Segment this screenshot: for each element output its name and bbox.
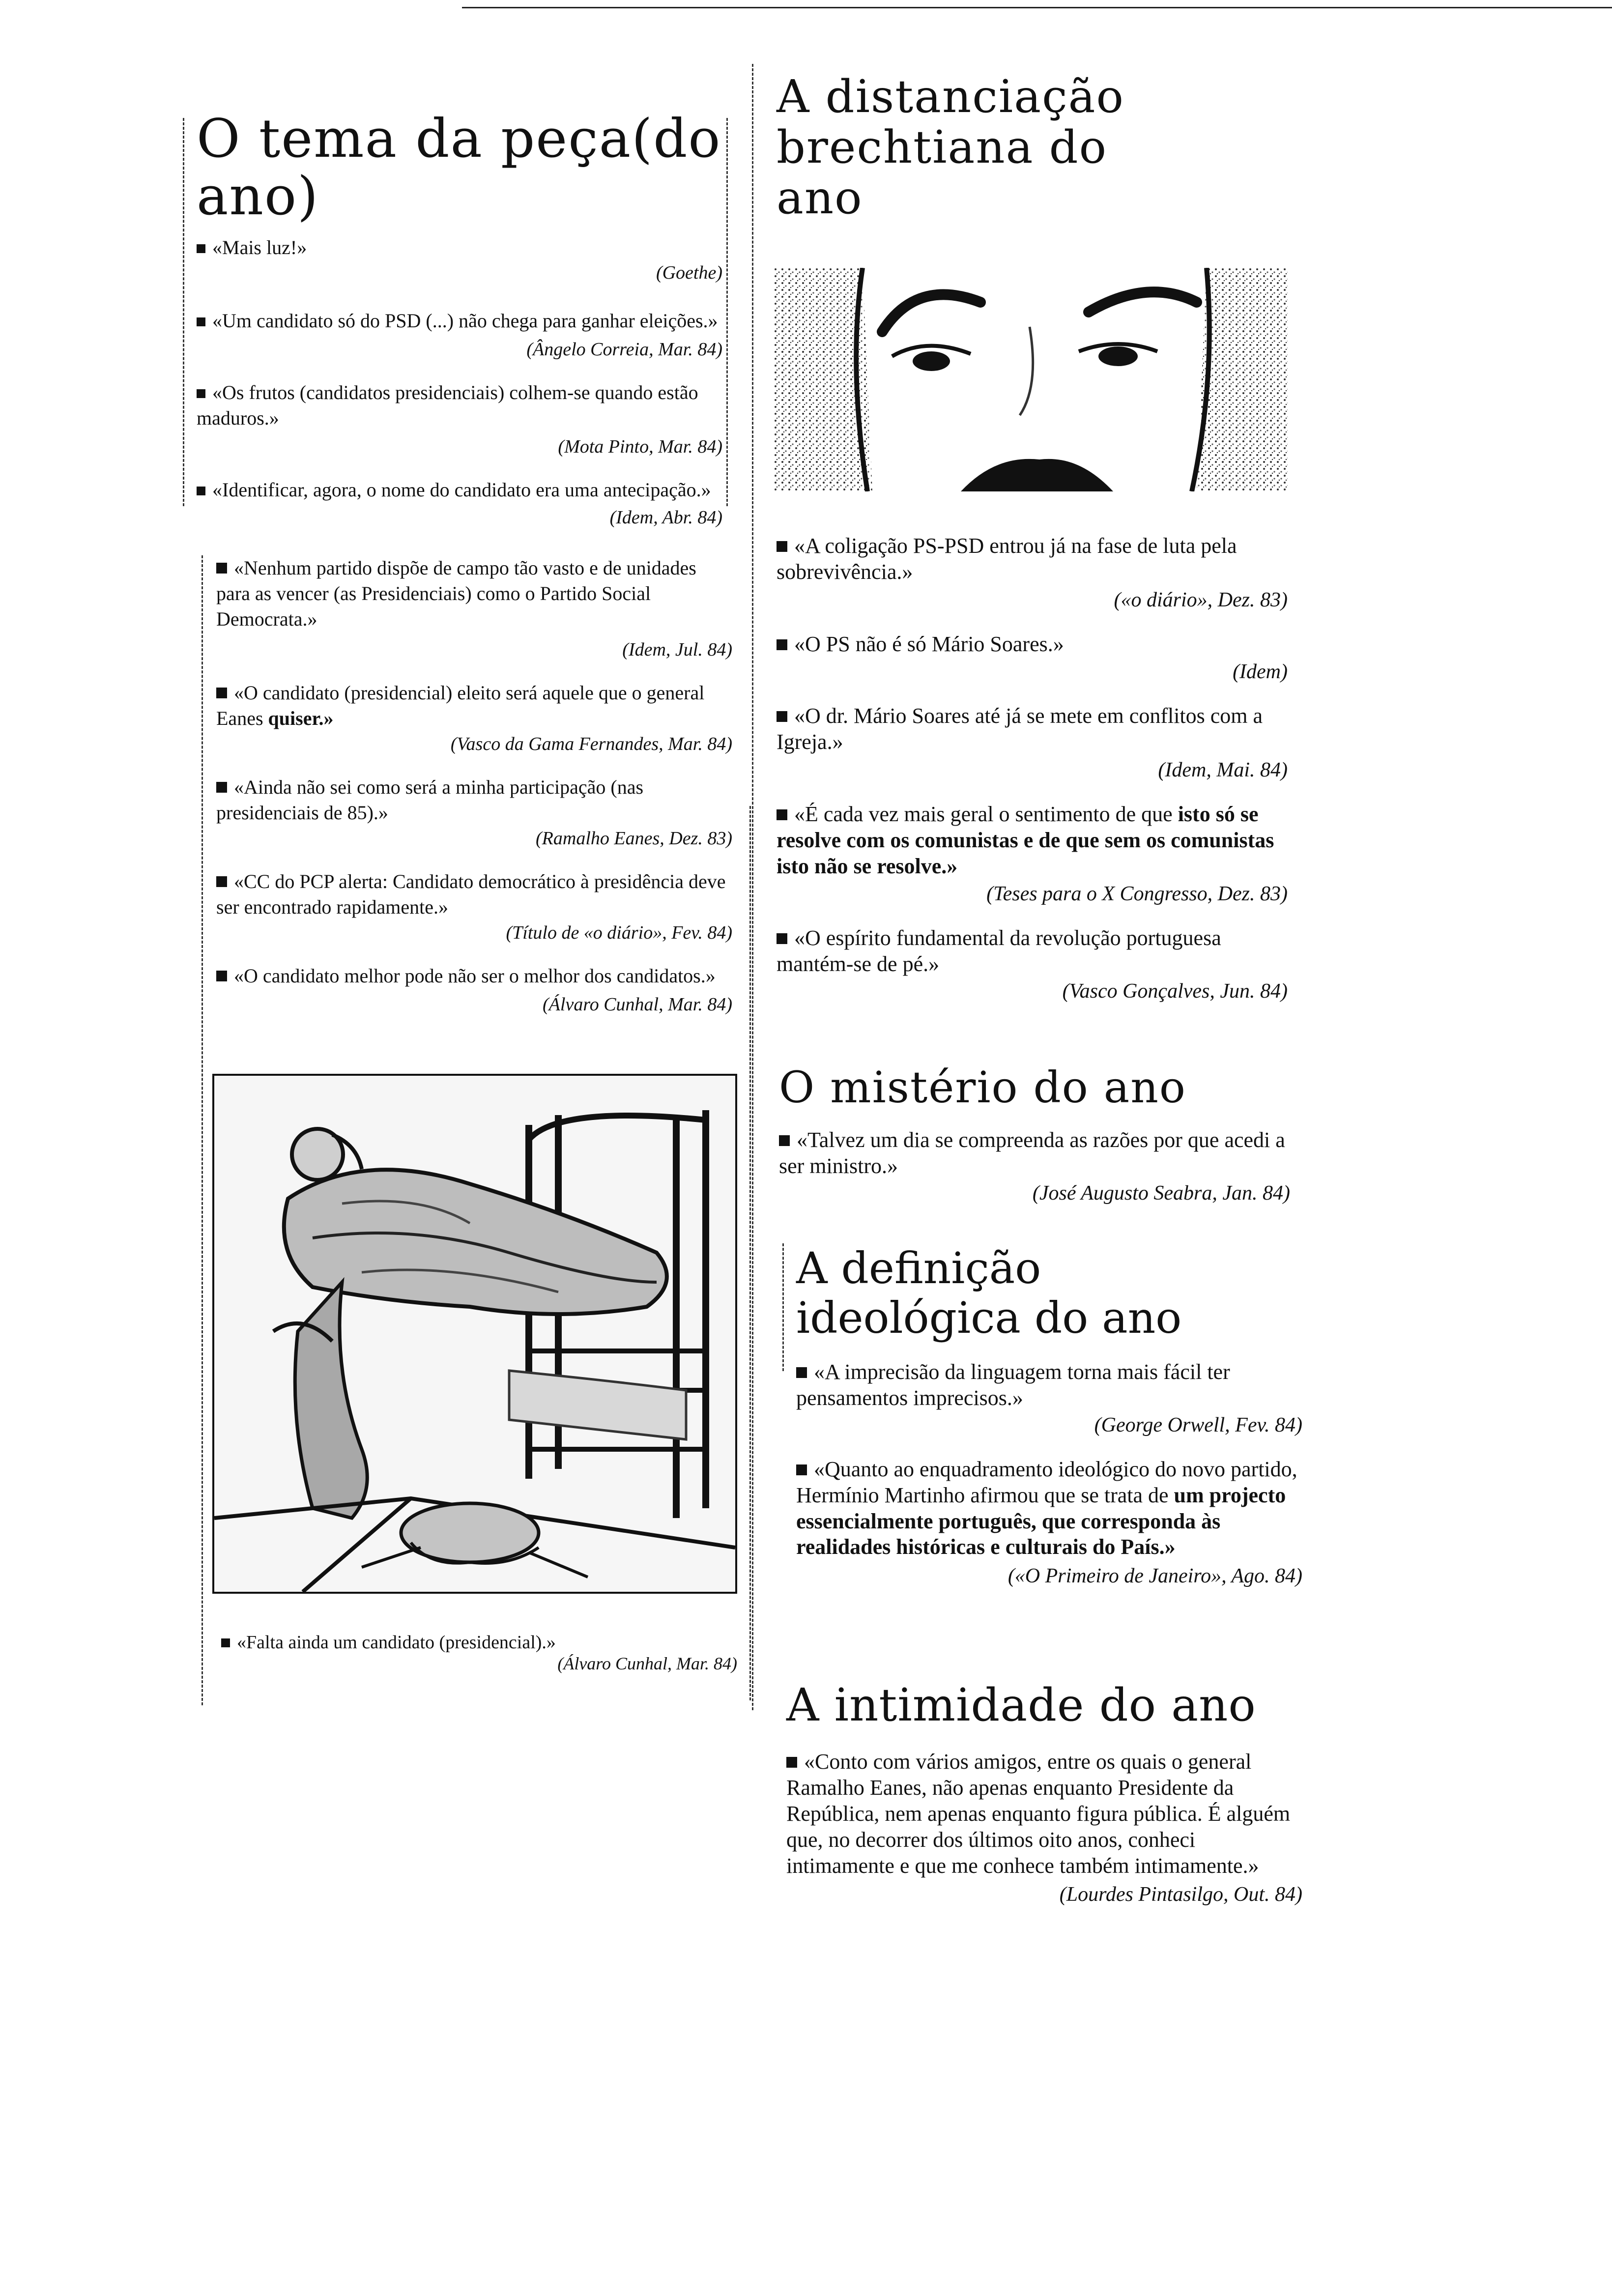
- quote-source: (Goethe): [656, 262, 722, 284]
- bullet-square-icon: [216, 563, 227, 574]
- top-rule: [462, 7, 1612, 8]
- quote-text: «Um candidato só do PSD (...) não chega para ganhar eleições.»: [212, 310, 718, 332]
- bullet-square-icon: [197, 317, 205, 326]
- quote-item: [197, 477, 722, 528]
- quote-item: [197, 236, 722, 284]
- caption-text: «Falta ainda um candidato (presidencial).»: [237, 1632, 556, 1653]
- left-box2-rule-right: [749, 806, 751, 1700]
- bullet-square-icon: [796, 1367, 807, 1378]
- section-intimidade: [786, 1681, 1302, 1906]
- quote-item: [216, 680, 732, 755]
- quote-source: (Ramalho Eanes, Dez. 83): [536, 828, 732, 849]
- bullet-square-icon: [216, 971, 227, 981]
- quote-item: [197, 308, 722, 360]
- left-box-rule-right: [726, 118, 728, 506]
- quote-text: «Os frutos (candidatos presidenciais) colhem-se quando estão maduros.»: [197, 381, 698, 430]
- section-distanciacao: [777, 71, 1297, 223]
- bullet-square-icon: [777, 711, 787, 722]
- quote-source: («O Primeiro de Janeiro», Ago. 84): [1008, 1565, 1302, 1588]
- quote-source: (Teses para o X Congresso, Dez. 83): [986, 883, 1288, 906]
- bullet-square-icon: [777, 933, 787, 944]
- quote-source: (Vasco Gonçalves, Jun. 84): [1062, 979, 1288, 1003]
- quote-text: «O PS não é só Mário Soares.»: [794, 631, 1064, 656]
- portrait-illustration: [774, 268, 1288, 491]
- quote-text: «Quanto ao enquadramento ideológico do novo partido, Hermínio Martinho afirmou que se trata de: [796, 1457, 1297, 1507]
- bullet-square-icon: [197, 244, 205, 253]
- quote-item: [216, 555, 732, 660]
- quote-source: (José Augusto Seabra, Jan. 84): [1032, 1181, 1290, 1205]
- quote-item: [779, 1127, 1290, 1205]
- bullet-square-icon: [216, 782, 227, 793]
- quote-item: [216, 963, 732, 1015]
- quote-text: «Conto com vários amigos, entre os quais o general Ramalho Eanes, não apenas enquanto Presidente da República, nem apenas enquanto figura pública. É alguém que, no decorrer dos últimos oito anos, conheci intimamente e que me conhece também intimamente.»: [786, 1750, 1291, 1878]
- bullet-square-icon: [221, 1638, 230, 1647]
- quote-text-bold: quiser.»: [268, 707, 334, 729]
- center-column-rule: [752, 64, 753, 1710]
- bullet-square-icon: [786, 1757, 797, 1768]
- quote-source: (Ângelo Correia, Mar. 84): [526, 339, 722, 360]
- distanciacao-quotes: [777, 533, 1288, 1003]
- quote-source: (George Orwell, Fev. 84): [1094, 1413, 1302, 1436]
- quote-text: «Talvez um dia se compreenda as razões por que acedi a ser ministro.»: [779, 1128, 1285, 1178]
- quote-item: [777, 802, 1288, 906]
- quote-text: «O candidato (presidencial) eleito será aquele que o general Eanes: [216, 682, 705, 729]
- left-box2-rule: [202, 555, 203, 1705]
- quote-text: «Nenhum partido dispõe de campo tão vasto e de unidades para as vencer (as Presidenciais) como o Partido Social Democrata.»: [216, 557, 696, 630]
- bunk-bed-illustration: [214, 1076, 735, 1592]
- quote-item: [777, 533, 1288, 612]
- bullet-square-icon: [777, 541, 787, 552]
- quote-text: «Identificar, agora, o nome do candidato era uma antecipação.»: [212, 479, 711, 501]
- definicao-left-rule: [782, 1243, 784, 1371]
- quote-text-bold: um projecto essencialmente português, que corresponda às realidades históricas e culturais do País.»: [796, 1483, 1286, 1559]
- face-drawing: [774, 268, 1288, 491]
- quote-item: [197, 380, 722, 458]
- heading-distanciacao: A distanciação brechtiana do ano: [777, 70, 1124, 225]
- quote-text: «Mais luz!»: [212, 236, 307, 259]
- quote-item: [216, 775, 732, 849]
- bullet-square-icon: [796, 1464, 807, 1475]
- bunk-bed-photo: [212, 1074, 737, 1594]
- bullet-square-icon: [216, 688, 227, 698]
- quote-item: [777, 631, 1288, 684]
- quote-source: («o diário», Dez. 83): [1114, 588, 1288, 611]
- quote-item: [216, 869, 732, 944]
- bullet-square-icon: [216, 876, 227, 887]
- bullet-square-icon: [197, 389, 205, 398]
- quote-source: (Mota Pinto, Mar. 84): [558, 436, 722, 458]
- quote-text: «O dr. Mário Soares até já se mete em conflitos com a Igreja.»: [777, 704, 1263, 754]
- quote-item: [796, 1359, 1302, 1437]
- quote-source: (Idem): [1233, 660, 1288, 684]
- quote-text: «O espírito fundamental da revolução portuguesa mantém-se de pé.»: [777, 926, 1221, 976]
- quote-item: [777, 925, 1288, 1003]
- section-definicao: [796, 1243, 1302, 1588]
- caption-source: (Álvaro Cunhal, Mar. 84): [557, 1654, 737, 1673]
- quote-item: [777, 703, 1288, 782]
- bullet-square-icon: [779, 1135, 790, 1146]
- bullet-square-icon: [777, 639, 787, 650]
- quote-source: (Idem, Abr. 84): [609, 507, 722, 528]
- quote-text-bold: isto só se resolve com os comunistas e de que sem os comunistas isto não se resolve.»: [777, 802, 1274, 878]
- heading-tema: O tema da peça(do ano): [197, 108, 721, 227]
- quote-source: (Vasco da Gama Fernandes, Mar. 84): [450, 734, 732, 754]
- quote-source: (Idem, Mai. 84): [1158, 758, 1288, 781]
- quote-source: (Álvaro Cunhal, Mar. 84): [543, 994, 732, 1015]
- heading-definicao: A definição ideológica do ano: [796, 1243, 1182, 1344]
- heading-intimidade: A intimidade do ano: [786, 1679, 1256, 1731]
- left-box-rule: [183, 118, 184, 506]
- heading-misterio: O mistério do ano: [779, 1062, 1186, 1113]
- quote-text: «A imprecisão da linguagem torna mais fácil ter pensamentos imprecisos.»: [796, 1360, 1230, 1410]
- quote-text: «A coligação PS-PSD entrou já na fase de luta pela sobrevivência.»: [777, 534, 1237, 584]
- quote-text: «O candidato melhor pode não ser o melhor dos candidatos.»: [234, 965, 716, 987]
- quote-text: «É cada vez mais geral o sentimento de que: [794, 802, 1178, 826]
- quote-item: [796, 1457, 1302, 1588]
- bullet-square-icon: [197, 487, 205, 495]
- quote-text: «Ainda não sei como será a minha participação (nas presidenciais de 85).»: [216, 776, 644, 824]
- photo-caption: [221, 1632, 737, 1674]
- section-misterio: [779, 1064, 1290, 1205]
- section-presidenciais: [216, 555, 732, 1015]
- quote-source: (Lourdes Pintasilgo, Out. 84): [1059, 1883, 1302, 1906]
- quote-text: «CC do PCP alerta: Candidato democrático à presidência deve ser encontrado rapidamente.»: [216, 870, 726, 918]
- section-tema: [197, 108, 722, 528]
- bullet-square-icon: [777, 809, 787, 820]
- quote-source: (Idem, Jul. 84): [622, 639, 732, 660]
- quote-source: (Título de «o diário», Fev. 84): [506, 922, 732, 943]
- quote-item: [786, 1749, 1302, 1906]
